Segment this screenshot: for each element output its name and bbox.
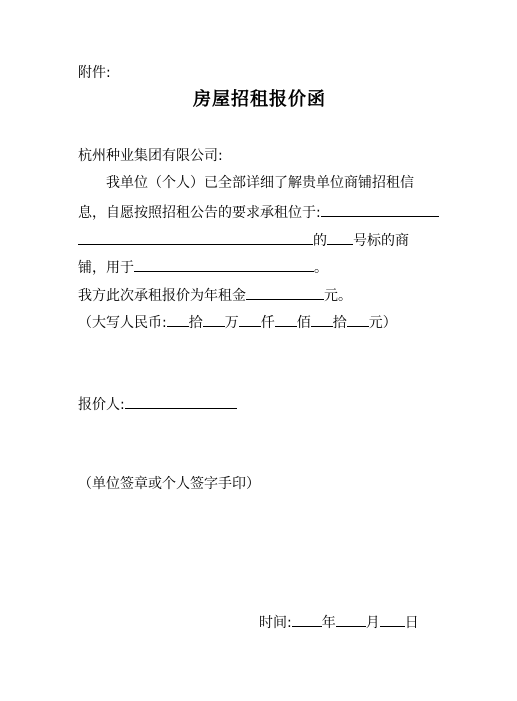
body-line-4-end: 。 xyxy=(314,260,328,276)
uppercase-blank-3[interactable] xyxy=(239,311,261,327)
document-title: 房屋招租报价函 xyxy=(193,89,326,110)
unit-wan: 万 xyxy=(224,315,239,331)
location-blank[interactable] xyxy=(321,201,439,217)
month-blank[interactable] xyxy=(336,611,366,627)
uppercase-prefix: （大写人民币: xyxy=(78,315,167,331)
unit-bai: 佰 xyxy=(296,315,311,331)
lot-number-blank[interactable] xyxy=(327,229,353,245)
annual-rent-blank[interactable] xyxy=(246,284,324,300)
addressee: 杭州种业集团有限公司: xyxy=(78,148,223,164)
date-label: 时间: xyxy=(259,615,292,631)
body-line-4-text: 铺，用于 xyxy=(78,260,134,276)
bidder-line xyxy=(78,393,237,415)
uppercase-blank-6[interactable] xyxy=(347,311,369,327)
uppercase-blank-2[interactable] xyxy=(203,311,225,327)
location-blank-continued[interactable] xyxy=(78,229,313,245)
bidder-blank[interactable] xyxy=(125,393,237,409)
body-line-2 xyxy=(78,201,439,223)
uppercase-blank-1[interactable] xyxy=(167,311,189,327)
month-unit: 月 xyxy=(365,615,380,631)
date-line xyxy=(259,611,419,633)
usage-blank[interactable] xyxy=(134,256,314,272)
body-line-5 xyxy=(78,284,352,306)
unit-shi-1: 拾 xyxy=(188,315,203,331)
year-blank[interactable] xyxy=(292,611,322,627)
body-line-3 xyxy=(78,229,409,251)
seal-note: （单位签章或个人签字手印） xyxy=(78,476,260,492)
body-line-3-de: 的 xyxy=(313,233,327,249)
uppercase-amount-line xyxy=(78,311,397,333)
body-line-4 xyxy=(78,256,328,278)
day-unit: 日 xyxy=(404,615,419,631)
body-line-3-text: 号标的商 xyxy=(353,233,409,249)
day-blank[interactable] xyxy=(380,611,405,627)
body-line-1: 我单位（个人）已全部详细了解贵单位商铺招租信 xyxy=(106,175,414,191)
bidder-label: 报价人: xyxy=(78,397,125,413)
year-unit: 年 xyxy=(321,615,336,631)
body-line-5-text: 我方此次承租报价为年租金 xyxy=(78,288,246,304)
unit-qian: 仟 xyxy=(260,315,275,331)
body-line-5-end: 元。 xyxy=(324,288,352,304)
body-line-2-text: 息，自愿按照招租公告的要求承租位于: xyxy=(78,205,321,221)
unit-shi-2: 拾 xyxy=(332,315,347,331)
uppercase-blank-5[interactable] xyxy=(311,311,333,327)
attachment-label: 附件: xyxy=(78,65,111,81)
unit-yuan: 元） xyxy=(368,315,397,331)
uppercase-blank-4[interactable] xyxy=(275,311,297,327)
